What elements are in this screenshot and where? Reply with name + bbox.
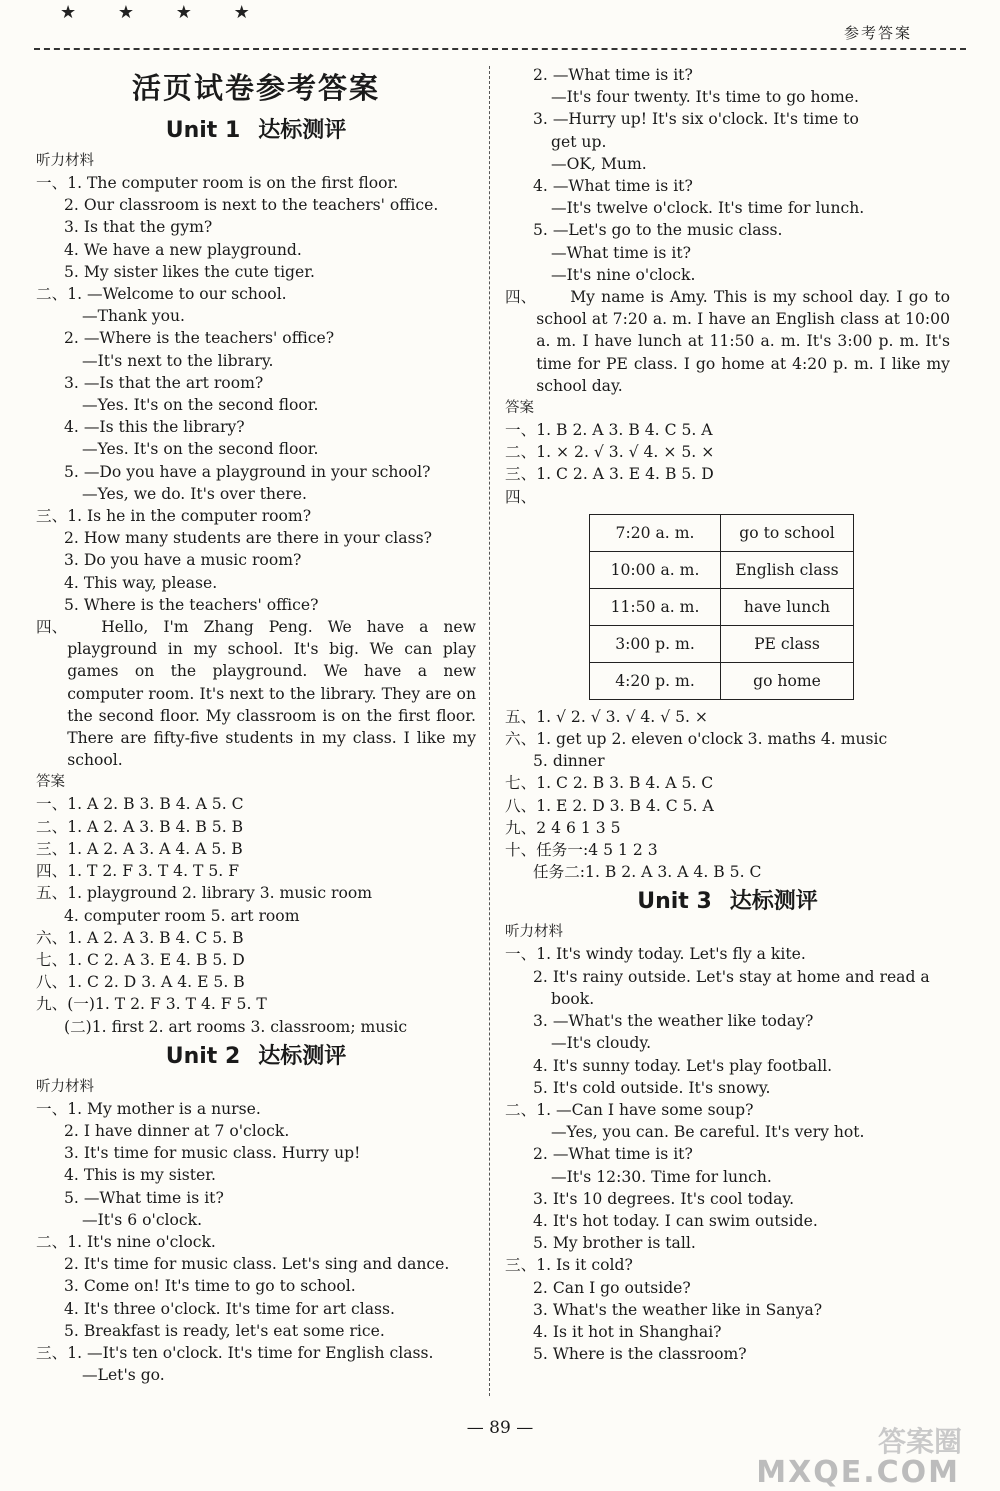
table-row (590, 588, 854, 625)
list-item: 2. —What time is it? (533, 1145, 693, 1164)
list-item: 3. What's the weather like in Sanya? (533, 1300, 823, 1319)
table-cell-time: 11:50 a. m. (590, 588, 721, 625)
section-label: 四、 (36, 618, 68, 637)
answer-line: 七、1. C 2. B 3. B 4. A 5. C (505, 774, 714, 793)
table-cell-activity: go home (721, 662, 854, 699)
list-item: 5. Where is the classroom? (533, 1345, 747, 1364)
list-item: 二、1. —Can I have some soup? (505, 1100, 754, 1119)
unit3-number: Unit 3 (637, 889, 712, 915)
table-cell-time: 4:20 p. m. (590, 662, 721, 699)
answer-line: 七、1. C 2. A 3. E 4. B 5. D (36, 950, 245, 969)
list-item: 一、1. My mother is a nurse. (36, 1099, 261, 1118)
page-number: — 89 — (466, 1418, 534, 1438)
unit3-title (505, 885, 950, 919)
answer-line: 四、 (505, 487, 537, 506)
answer-line: 三、1. C 2. A 3. E 4. B 5. D (505, 465, 714, 484)
list-item: book. (551, 989, 595, 1008)
page-title: 活页试卷参考答案 (131, 71, 380, 105)
column-divider (489, 66, 490, 1396)
answer-line: 九、(一)1. T 2. F 3. T 4. F 5. T (36, 995, 267, 1014)
list-item: 5. —Let's go to the music class. (533, 221, 783, 240)
header-title: 参考答案 (843, 24, 912, 42)
list-item: —It's next to the library. (82, 351, 274, 370)
watermark-bottom-text: MXQE.COM (756, 1455, 960, 1490)
watermark-top-text: 答案圈 (877, 1425, 962, 1458)
table-cell-activity: PE class (721, 625, 854, 662)
table-cell-activity: English class (721, 551, 854, 588)
list-item: 2. It's rainy outside. Let's stay at home and read a (533, 967, 930, 986)
table-row (590, 551, 854, 588)
list-item: —Yes. It's on the second floor. (82, 396, 319, 415)
list-item: —What time is it? (551, 243, 691, 262)
list-item: 4. This way, please. (64, 573, 218, 592)
list-item: —Thank you. (82, 307, 185, 326)
list-item: 4. —Is this the library? (64, 418, 245, 437)
answer-line: 五、1. playground 2. library 3. music room (36, 884, 373, 903)
list-item: —Let's go. (82, 1366, 165, 1385)
schedule-table (589, 514, 854, 700)
list-item: 4. We have a new playground. (64, 240, 302, 259)
unit1-passage (36, 616, 476, 771)
list-item: —It's 6 o'clock. (82, 1210, 203, 1229)
list-item: 一、1. The computer room is on the first floor. (36, 174, 399, 192)
answer-line: 二、1. × 2. √ 3. √ 4. × 5. × (505, 443, 715, 462)
unit1-name: 达标测评 (258, 118, 347, 143)
table-cell-activity: go to school (721, 514, 854, 551)
unit2-name: 达标测评 (258, 1043, 347, 1069)
star-icons: ★ ★ ★ ★ (60, 2, 268, 23)
list-item: 3. —What's the weather like today? (533, 1012, 814, 1031)
list-item: 2. Our classroom is next to the teachers' office. (64, 196, 439, 215)
unit1-number: Unit 1 (165, 118, 241, 143)
list-item: —It's nine o'clock. (551, 265, 696, 284)
answer-line: 一、1. B 2. A 3. B 4. C 5. A (505, 421, 713, 440)
table-row (590, 625, 854, 662)
list-item: 三、1. —It's ten o'clock. It's time for English class. (36, 1343, 434, 1362)
list-item: —It's cloudy. (551, 1034, 652, 1053)
answer-line: 任务二:1. B 2. A 3. A 4. B 5. C (533, 863, 762, 882)
answer-line: (二)1. first 2. art rooms 3. classroom; music (64, 1017, 408, 1036)
table-cell-activity: have lunch (721, 588, 854, 625)
left-column (36, 64, 476, 1386)
list-item: 4. It's sunny today. Let's play football. (533, 1056, 833, 1075)
answer-line: 六、1. get up 2. eleven o'clock 3. maths 4. music (505, 730, 888, 749)
unit2-passage (505, 286, 950, 397)
unit2-listening-label: 听力材料 (36, 1078, 94, 1095)
list-item: get up. (551, 132, 607, 151)
list-item: 5. Breakfast is ready, let's eat some rice. (64, 1321, 385, 1340)
unit3-name: 达标测评 (729, 889, 818, 915)
unit2-number: Unit 2 (165, 1043, 241, 1069)
list-item: 4. It's three o'clock. It's time for art class. (64, 1299, 395, 1318)
unit1-title (36, 114, 476, 148)
answer-line: 一、1. A 2. B 3. B 4. A 5. C (36, 795, 244, 814)
list-item: —Yes, we do. It's over there. (82, 484, 307, 503)
unit1-answers-label: 答案 (36, 774, 65, 791)
table-row (590, 662, 854, 699)
list-item: 3. —Hurry up! It's six o'clock. It's time to (533, 110, 859, 129)
unit3-listening-label: 听力材料 (505, 924, 563, 941)
list-item: 3. —Is that the art room? (64, 373, 264, 392)
right-column (505, 64, 950, 1365)
list-item: —OK, Mum. (551, 154, 647, 173)
list-item: 3. It's time for music class. Hurry up! (64, 1144, 361, 1163)
passage-text: Hello, I'm Zhang Peng. We have a new playground in my school. It's big. We can play games on the playground. We have a new computer room. It's next to the library. They are on the second floor. My classroom is on the first floor. There are fifty-five students in my class. I like my school. (67, 618, 476, 770)
list-item: 5. My brother is tall. (533, 1234, 696, 1253)
list-item: 三、1. Is it cold? (505, 1256, 633, 1275)
answer-line: 九、2 4 6 1 3 5 (505, 818, 621, 837)
list-item: 5. My sister likes the cute tiger. (64, 262, 315, 281)
list-item: 5. —What time is it? (64, 1188, 224, 1207)
list-item: 4. It's hot today. I can swim outside. (533, 1211, 818, 1230)
page-header (0, 0, 1000, 52)
list-item: 2. —Where is the teachers' office? (64, 329, 335, 348)
list-item: 4. Is it hot in Shanghai? (533, 1322, 722, 1341)
watermark-logo (756, 1420, 976, 1490)
header-divider (34, 48, 966, 50)
list-item: 二、1. —Welcome to our school. (36, 285, 287, 304)
answer-line: 4. computer room 5. art room (64, 906, 300, 925)
list-item: —It's twelve o'clock. It's time for lunch. (551, 199, 865, 218)
answer-line: 五、1. √ 2. √ 3. √ 4. √ 5. × (505, 707, 709, 726)
list-item: 3. It's 10 degrees. It's cool today. (533, 1189, 795, 1208)
list-item: 5. —Do you have a playground in your school? (64, 462, 431, 481)
table-cell-time: 7:20 a. m. (590, 514, 721, 551)
list-item: 3. Is that the gym? (64, 218, 213, 237)
answer-line: 5. dinner (533, 752, 605, 771)
list-item: —Yes, you can. Be careful. It's very hot. (551, 1123, 865, 1142)
list-item: 5. Where is the teachers' office? (64, 595, 319, 614)
list-item: 5. It's cold outside. It's snowy. (533, 1078, 771, 1097)
answer-line: 八、1. C 2. D 3. A 4. E 5. B (36, 973, 245, 992)
list-item: —Yes. It's on the second floor. (82, 440, 319, 459)
list-item: 2. It's time for music class. Let's sing and dance. (64, 1255, 450, 1274)
list-item: 4. —What time is it? (533, 177, 693, 196)
list-item: 3. Do you have a music room? (64, 551, 302, 570)
answer-line: 十、任务一:4 5 1 2 3 (505, 841, 658, 860)
list-item: 三、1. Is he in the computer room? (36, 507, 312, 526)
answer-line: 二、1. A 2. A 3. B 4. B 5. B (36, 817, 244, 836)
answer-line: 四、1. T 2. F 3. T 4. T 5. F (36, 862, 240, 881)
table-row (590, 514, 854, 551)
table-cell-time: 3:00 p. m. (590, 625, 721, 662)
answer-line: 八、1. E 2. D 3. B 4. C 5. A (505, 796, 714, 815)
list-item: 3. Come on! It's time to go to school. (64, 1277, 356, 1296)
list-item: 4. This is my sister. (64, 1166, 216, 1185)
list-item: 2. —What time is it? (533, 66, 693, 84)
list-item: 一、1. It's windy today. Let's fly a kite. (505, 945, 806, 964)
table-cell-time: 10:00 a. m. (590, 551, 721, 588)
list-item: —It's 12:30. Time for lunch. (551, 1167, 772, 1186)
list-item: —It's four twenty. It's time to go home. (551, 88, 859, 107)
unit2-answers-label: 答案 (505, 400, 534, 417)
list-item: 2. Can I go outside? (533, 1278, 691, 1297)
list-item: 2. I have dinner at 7 o'clock. (64, 1121, 290, 1140)
answer-line: 三、1. A 2. A 3. A 4. A 5. B (36, 839, 243, 858)
answer-line: 六、1. A 2. A 3. B 4. C 5. B (36, 928, 244, 947)
passage-text: My name is Amy. This is my school day. I go to school at 7:20 a. m. I have an English class at 10:00 a. m. I have lunch at 11:50 a. m. It's 3:00 p. m. It's time for PE class. I go home at 4:20 p. m. I like my school day. (536, 288, 950, 395)
list-item: 二、1. It's nine o'clock. (36, 1232, 216, 1251)
unit1-listening-label: 听力材料 (36, 153, 94, 169)
section-label: 四、 (505, 288, 537, 307)
unit2-title (36, 1040, 476, 1074)
list-item: 2. How many students are there in your class? (64, 529, 432, 548)
